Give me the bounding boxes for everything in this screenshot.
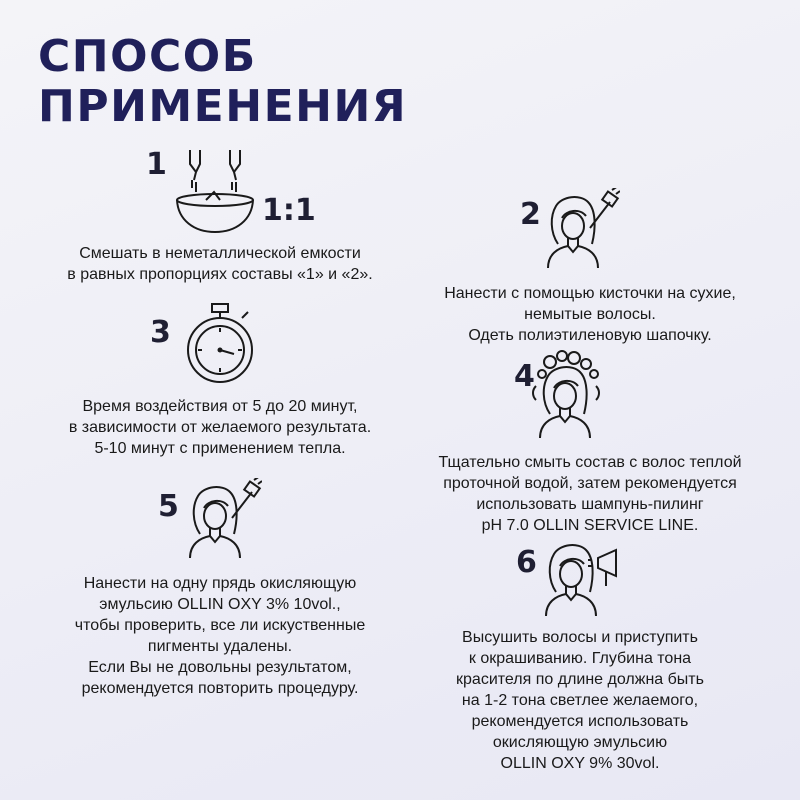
step-6-line: к окрашиванию. Глубина тона xyxy=(468,650,692,667)
mixing-bowl-icon xyxy=(170,148,260,234)
step-4-line: проточной водой, затем рекомендуется xyxy=(443,475,737,492)
step-4-line: Тщательно смыть состав с волос теплой xyxy=(438,454,742,471)
step-4-number: 4 xyxy=(514,359,535,394)
step-4-line: использовать шампунь-пилинг xyxy=(476,496,704,513)
step-3-line: 5-10 минут с применением тепла. xyxy=(94,440,346,457)
step-5-line: рекомендуется повторить процедуру. xyxy=(81,680,359,697)
step-5-line: пигменты удалены. xyxy=(147,638,293,655)
woman-brush-icon xyxy=(182,478,262,562)
step-3-number: 3 xyxy=(150,315,171,350)
step-5-text xyxy=(20,573,420,699)
step-6-line: окисляющую эмульсию xyxy=(492,734,668,751)
step-5-number: 5 xyxy=(158,489,179,524)
step-3-line: Время воздействия от 5 до 20 минут, xyxy=(82,398,358,415)
step-2-text xyxy=(390,283,790,346)
step-6-line: красителя по длине должна быть xyxy=(456,671,704,688)
page-title-line-2: ПРИМЕНЕНИЯ xyxy=(38,81,408,132)
step-6-line: рекомендуется использовать xyxy=(471,713,689,730)
step-5-line: Нанести на одну прядь окисляющую xyxy=(83,575,357,592)
step-5-line: чтобы проверить, все ли искуственные xyxy=(74,617,366,634)
step-6-line: OLLIN OXY 9% 30vol. xyxy=(500,755,660,772)
step-1-text xyxy=(20,243,420,285)
woman-brush-icon xyxy=(540,188,620,272)
page-title xyxy=(38,32,407,132)
step-2-line: Нанести с помощью кисточки на сухие, xyxy=(444,285,736,302)
step-1-line: в равных пропорциях составы «1» и «2». xyxy=(67,266,373,283)
woman-washing-hair-icon xyxy=(532,350,612,440)
step-2-number: 2 xyxy=(520,197,541,232)
step-3-line: в зависимости от желаемого результата. xyxy=(68,419,372,436)
step-2-line: немытые волосы. xyxy=(524,306,656,323)
step-4-line: pH 7.0 OLLIN SERVICE LINE. xyxy=(481,517,699,534)
page-title-line-1: СПОСОБ xyxy=(38,31,257,82)
mix-ratio-label: 1:1 xyxy=(262,193,316,228)
step-4-text xyxy=(390,452,790,536)
step-5-line: эмульсию OLLIN OXY 3% 10vol., xyxy=(99,596,341,613)
step-2-line: Одеть полиэтиленовую шапочку. xyxy=(468,327,712,344)
step-6-line: на 1-2 тона светлее желаемого, xyxy=(461,692,699,709)
timer-icon xyxy=(180,302,260,386)
step-3-text xyxy=(20,396,420,459)
step-1-number: 1 xyxy=(146,147,167,182)
step-5-line: Если Вы не довольны результатом, xyxy=(88,659,352,676)
step-6-text xyxy=(380,627,780,774)
woman-hairdryer-icon xyxy=(538,536,622,620)
step-6-number: 6 xyxy=(516,545,537,580)
step-1-line: Смешать в неметаллической емкости xyxy=(79,245,361,262)
step-6-line: Высушить волосы и приступить xyxy=(462,629,698,646)
